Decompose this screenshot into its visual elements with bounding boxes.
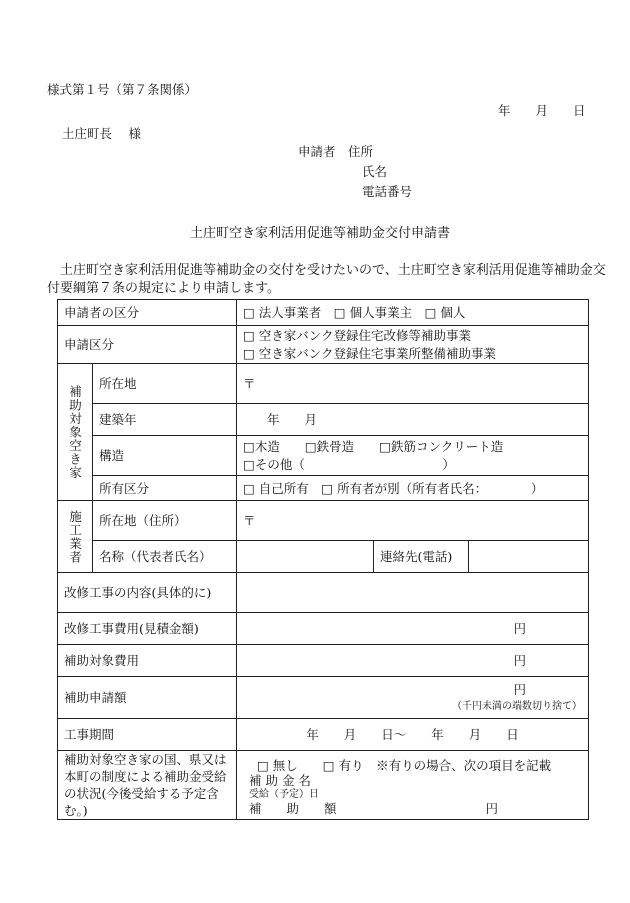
table-row xyxy=(58,326,589,364)
built-year-field[interactable]: 年 月 xyxy=(237,404,589,436)
structure-line-1[interactable]: □木造 □鉄骨造 □鉄筋コンクリート造 xyxy=(243,438,504,454)
subsidy-amount-label: 補 助 額 xyxy=(249,800,337,816)
other-subsidy-field xyxy=(237,751,589,820)
applicant-type-label: 申請者の区分 xyxy=(58,300,237,326)
period-label: 工事期間 xyxy=(58,719,237,751)
contractor-group-label: 施工業者 xyxy=(58,501,93,573)
table-row xyxy=(58,751,589,820)
table-row xyxy=(58,436,589,476)
table-row xyxy=(58,677,589,719)
request-amount-field[interactable] xyxy=(237,677,589,719)
addressee: 土庄町長 様 xyxy=(62,126,141,141)
structure-label: 構造 xyxy=(93,436,237,476)
received-date-label: 受給（予定）日 xyxy=(249,788,320,800)
rounding-note: （千円未満の端数切り捨て） xyxy=(452,700,583,712)
subsidy-details xyxy=(243,774,582,816)
table-row xyxy=(58,404,589,436)
applicant-address-label: 申請者 住所 xyxy=(298,144,374,159)
application-form-table xyxy=(57,299,589,820)
application-option-2[interactable]: □ 空き家バンク登録住宅事業所整備補助事業 xyxy=(243,345,497,361)
table-row xyxy=(58,476,589,501)
subsidy-name-label: 補 助 金 名 xyxy=(249,772,311,788)
other-subsidy-label: 補助対象空き家の国、県又は本町の制度による補助金受給の状況(今後受給する予定含む。) xyxy=(58,751,237,820)
table-row xyxy=(58,300,589,326)
table-row xyxy=(58,364,589,404)
work-content-label: 改修工事の内容(具体的に) xyxy=(58,573,237,613)
target-property-group-label: 補助対象空き家 xyxy=(58,364,93,501)
structure-line-2[interactable]: □その他（ ） xyxy=(243,456,455,472)
work-content-field[interactable] xyxy=(237,573,589,613)
application-type-label: 申請区分 xyxy=(58,326,237,364)
applicant-name-label: 氏名 xyxy=(362,164,388,179)
contractor-name-field[interactable] xyxy=(237,541,374,573)
contractor-address-label: 所在地（住所） xyxy=(93,501,237,541)
table-row xyxy=(58,719,589,751)
ownership-label: 所有区分 xyxy=(93,476,237,501)
ownership-options[interactable]: □ 自己所有 □ 所有者が別（所有者氏名： ） xyxy=(237,476,589,501)
table-row xyxy=(58,573,589,613)
table-row xyxy=(58,613,589,645)
contact-field[interactable] xyxy=(469,541,589,573)
target-cost-field[interactable]: 円 xyxy=(237,645,589,677)
date-line: 年 月 日 xyxy=(498,103,586,118)
other-subsidy-options[interactable]: □ 無し □ 有り ※有りの場合、次の項目を記載 xyxy=(257,757,552,773)
target-cost-label: 補助対象費用 xyxy=(58,645,237,677)
subsidy-amount-yen: 円 xyxy=(485,800,499,816)
request-amount-label: 補助申請額 xyxy=(58,677,237,719)
contractor-address-field[interactable]: 〒 xyxy=(237,501,589,541)
application-option-1[interactable]: □ 空き家バンク登録住宅改修等補助事業 xyxy=(243,327,472,343)
location-field[interactable]: 〒 xyxy=(237,364,589,404)
document-title: 土庄町空き家利活用促進等補助金交付申請書 xyxy=(190,226,451,241)
contractor-name-label: 名称（代表者氏名） xyxy=(93,541,237,573)
contact-label: 連絡先(電話) xyxy=(374,541,469,573)
structure-options xyxy=(237,436,589,476)
table-row xyxy=(58,501,589,541)
period-field[interactable]: 年 月 日～ 年 月 日 xyxy=(237,719,589,751)
form-number: 様式第１号（第７条関係） xyxy=(47,82,198,97)
built-year-label: 建築年 xyxy=(93,404,237,436)
work-cost-field[interactable]: 円 xyxy=(237,613,589,645)
table-row xyxy=(58,645,589,677)
work-cost-label: 改修工事費用(見積金額) xyxy=(58,613,237,645)
table-row xyxy=(58,541,589,573)
subsidy-amount-row xyxy=(249,802,582,816)
location-label: 所在地 xyxy=(93,364,237,404)
intro-paragraph: 土庄町空き家利活用促進等補助金の交付を受けたいので、土庄町空き家利活用促進等補助金交付要綱第７条の規定により申請します。 xyxy=(47,263,606,296)
request-amount-yen: 円 xyxy=(513,681,527,697)
applicant-type-options[interactable]: □ 法人事業者 □ 個人事業主 □ 個人 xyxy=(237,300,589,326)
application-type-options xyxy=(237,326,589,364)
applicant-tel-label: 電話番号 xyxy=(362,184,413,199)
